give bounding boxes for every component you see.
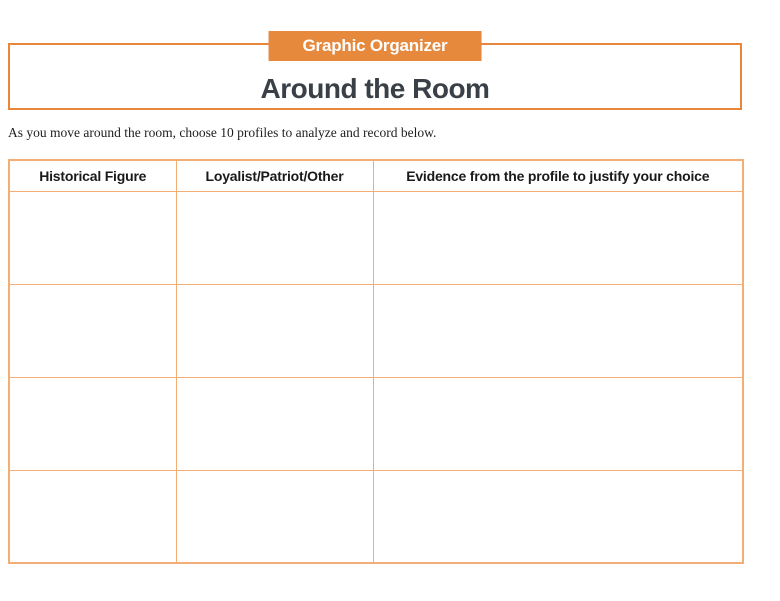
- table-cell: [9, 284, 176, 377]
- table-row: [9, 470, 743, 563]
- table-cell: [9, 191, 176, 284]
- table-cell: [176, 470, 373, 563]
- page-title: Around the Room: [260, 73, 490, 104]
- instructions-text: As you move around the room, choose 10 profiles to analyze and record below.: [8, 125, 437, 140]
- table-cell: [373, 377, 743, 470]
- table-cell: [373, 191, 743, 284]
- table-cell: [176, 377, 373, 470]
- table-row: [9, 191, 743, 284]
- graphic-organizer-badge: [269, 31, 482, 61]
- table-cell: [9, 470, 176, 563]
- table-row: [9, 377, 743, 470]
- column-header-evidence: Evidence from the profile to justify your choice: [373, 160, 743, 191]
- table-cell: [373, 470, 743, 563]
- table-row: [9, 284, 743, 377]
- organizer-table: [8, 159, 744, 564]
- badge-label: Graphic Organizer: [302, 36, 448, 55]
- table-cell: [373, 284, 743, 377]
- column-header-historical-figure: Historical Figure: [9, 160, 176, 191]
- table-cell: [9, 377, 176, 470]
- column-header-loyalist-patriot-other: Loyalist/Patriot/Other: [176, 160, 373, 191]
- table-cell: [176, 284, 373, 377]
- title-box: [8, 36, 742, 110]
- table-header-row: [9, 160, 743, 191]
- table-cell: [176, 191, 373, 284]
